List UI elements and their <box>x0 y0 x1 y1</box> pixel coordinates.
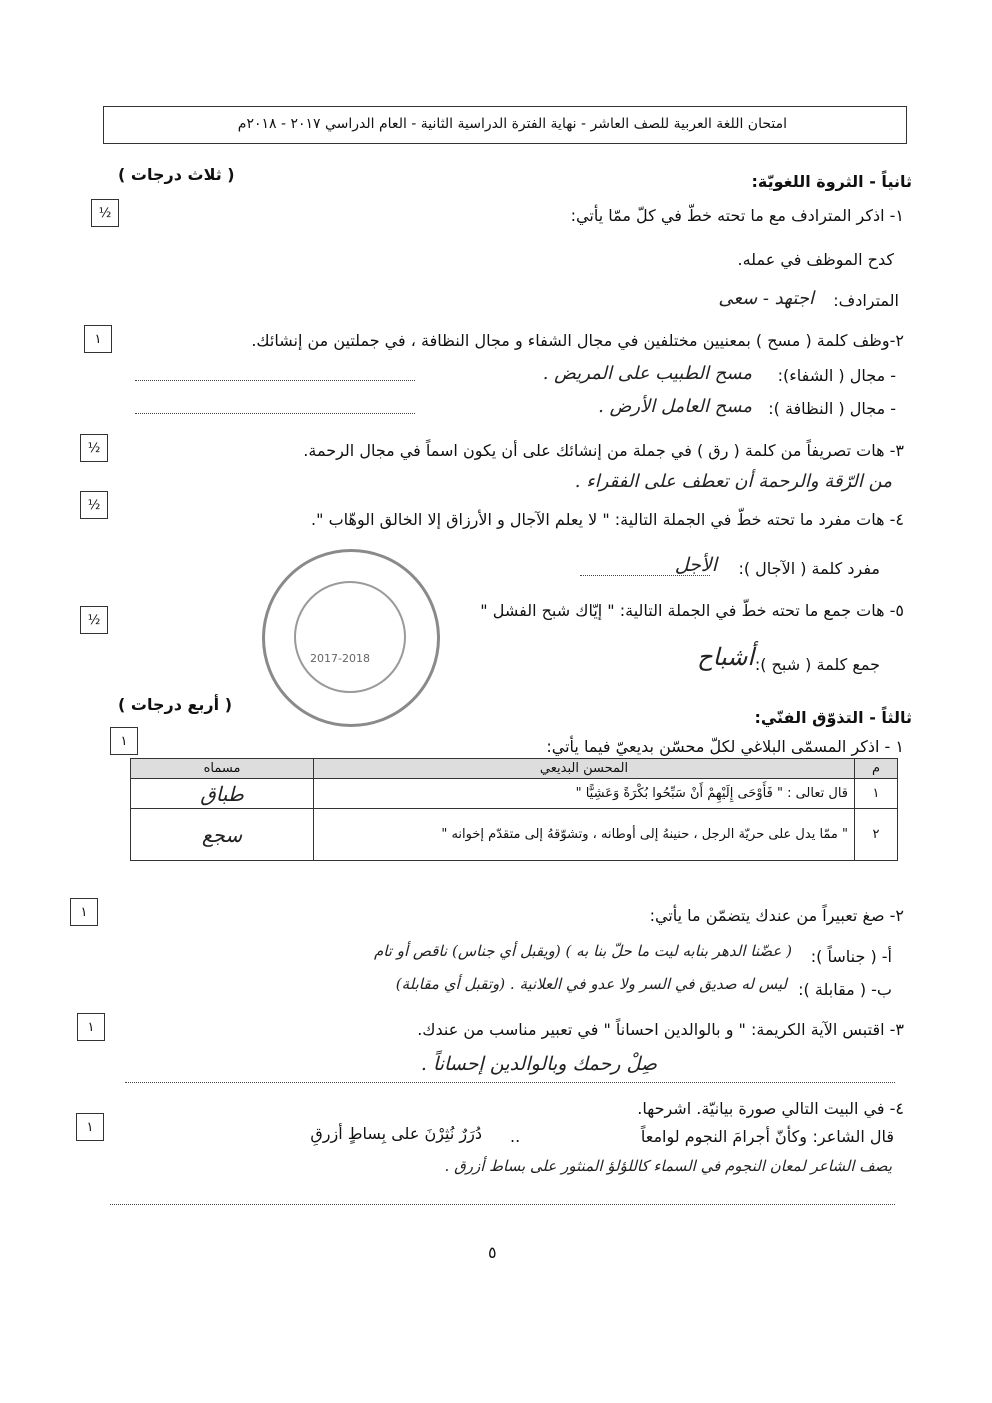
s2-q1-prompt: ١- اذكر المترادف مع ما تحته خطّ في كلّ ممّا يأتي: <box>570 206 904 225</box>
section2-marks: ( ثلاث درجات ) <box>118 165 235 184</box>
s3-q2-b-label: ب- ( مقابلة ): <box>798 980 892 999</box>
s2-q2-line1-dots <box>135 380 415 381</box>
s3-q4-verse-first: وكأنّ أجرامَ النجوم لوامعاً <box>640 1127 807 1146</box>
s3-q3-grade: ١ <box>77 1013 105 1041</box>
s2-q3-answer: من الرّقة والرحمة أن تعطف على الفقراء . <box>574 471 892 492</box>
table-row-answer: طباق <box>131 779 314 809</box>
s3-q4-grade: ١ <box>76 1113 104 1141</box>
school-stamp-emblem <box>294 581 406 693</box>
table-header-row <box>131 759 898 779</box>
rhetoric-table <box>130 758 898 861</box>
table-row-num: ١ <box>855 779 898 809</box>
table-row <box>131 779 898 809</box>
table-header-device: المحسن البديعي <box>314 759 855 779</box>
page-number: ٥ <box>488 1243 497 1262</box>
s3-q2-prompt: ٢- صغ تعبيراً من عندك يتضمّن ما يأتي: <box>649 906 904 925</box>
section3-title: ثالثاً - التذوّق الفنّي: <box>754 708 912 727</box>
s3-q4-answer: يصف الشاعر لمعان النجوم في السماء كاللؤلؤ المنثور على بساط أزرق . <box>444 1157 892 1175</box>
s3-q1-grade: ١ <box>110 727 138 755</box>
exam-header-title: امتحان اللغة العربية للصف العاشر - نهاية الفترة الدراسية الثانية - العام الدراسي ٢٠١٧ - ٢٠١٨م <box>237 116 787 132</box>
s2-q1-answer-label: المترادف: <box>833 291 899 310</box>
section3-marks: ( أربع درجات ) <box>118 695 233 714</box>
s3-q4-dots <box>110 1204 895 1205</box>
s3-q2-a-label: أ- ( جناساً ): <box>810 947 892 966</box>
s3-q4-prompt: ٤- في البيت التالي صورة بيانيّة. اشرحها. <box>637 1099 904 1118</box>
s2-q3-prompt: ٣- هات تصريفاً من كلمة ( رق ) في جملة من إنشائك على أن يكون اسماً في مجال الرحمة. <box>303 441 904 460</box>
s2-q2-prompt: ٢-وظف كلمة ( مسح ) بمعنيين مختلفين في مجال الشفاء و مجال النظافة ، في جملتين من إنشائك. <box>251 331 904 350</box>
section2-title: ثانياً - الثروة اللغويّة: <box>751 172 912 191</box>
s2-q5-answer: أشباح <box>697 643 754 671</box>
s2-q3-grade: ½ <box>80 434 108 462</box>
table-row-text: قال تعالى : " فَأَوْحَى إِلَيْهِمْ أَنْ سَبِّحُوا بُكْرَةً وَعَشِيًّا " <box>314 779 855 809</box>
s3-q4-verse-label: قال الشاعر: <box>812 1127 894 1146</box>
s2-q4-grade: ½ <box>80 491 108 519</box>
table-row-answer: سجع <box>131 809 314 861</box>
s2-q4-prompt: ٤- هات مفرد ما تحته خطّ في الجملة التالية: " لا يعلم الآجال و الأرزاق إلا الخالق الوهّاب ". <box>311 510 904 529</box>
s3-q2-grade: ١ <box>70 898 98 926</box>
s2-q4-answer: الأجل <box>674 554 717 576</box>
table-row <box>131 809 898 861</box>
s2-q2-grade: ١ <box>84 325 112 353</box>
school-stamp-year: 2017-2018 <box>310 652 370 665</box>
s2-q5-answer-label: جمع كلمة ( شبح ): <box>754 655 880 674</box>
table-row-num: ٢ <box>855 809 898 861</box>
s3-q3-dots <box>125 1082 895 1083</box>
table-row-text: " ممّا يدل على حريّة الرجل ، حنينهُ إلى أوطانه ، وتشوّقهُ إلى متقدّم إخوانه " <box>314 809 855 861</box>
s2-q1-grade: ½ <box>91 199 119 227</box>
s3-q2-b-answer: ليس له صديق في السر ولا عدو في العلانية . (وتقبل أي مقابلة) <box>395 975 787 993</box>
table-header-num: م <box>855 759 898 779</box>
s2-q2-line1-answer: مسح الطبيب على المريض . <box>542 363 752 384</box>
s2-q1-answer: اجتهد - سعى <box>718 288 814 309</box>
s2-q2-line2-answer: مسح العامل الأرض . <box>598 396 752 417</box>
s2-q2-line2-label: - مجال ( النظافة ): <box>768 399 896 418</box>
s2-q2-line1-label: - مجال ( الشفاء): <box>777 366 896 385</box>
s2-q4-answer-label: مفرد كلمة ( الآجال ): <box>738 559 880 578</box>
s3-q3-answer: صِلْ رحمك وبالوالدين إحساناً . <box>420 1053 657 1075</box>
s3-q1-prompt: ١ - اذكر المسمّى البلاغي لكلّ محسّن بديعيّ فيما يأتي: <box>546 737 904 756</box>
s3-q3-prompt: ٣- اقتبس الآية الكريمة: " و بالوالدين احساناً " في تعبير مناسب من عندك. <box>417 1020 904 1039</box>
s3-q4-verse-sep: .. <box>510 1127 521 1146</box>
s2-q4-dots <box>580 575 710 576</box>
s2-q1-sentence: كدح الموظف في عمله. <box>737 250 894 269</box>
s3-q2-a-answer: ( عضّنا الدهر بنابه ليت ما حلّ بنا به ) (ويقبل أي جناس) ناقص أو تام <box>373 942 792 960</box>
s2-q5-grade: ½ <box>80 606 108 634</box>
table-header-naming: مسماه <box>131 759 314 779</box>
s3-q4-verse-second: دُرَرٌ نُثِرْنَ على بِساطٍ أزرقِ <box>310 1124 482 1143</box>
s2-q2-line2-dots <box>135 413 415 414</box>
s2-q5-prompt: ٥- هات جمع ما تحته خطّ في الجملة التالية: " إيّاك شبح الفشل " <box>480 601 904 620</box>
